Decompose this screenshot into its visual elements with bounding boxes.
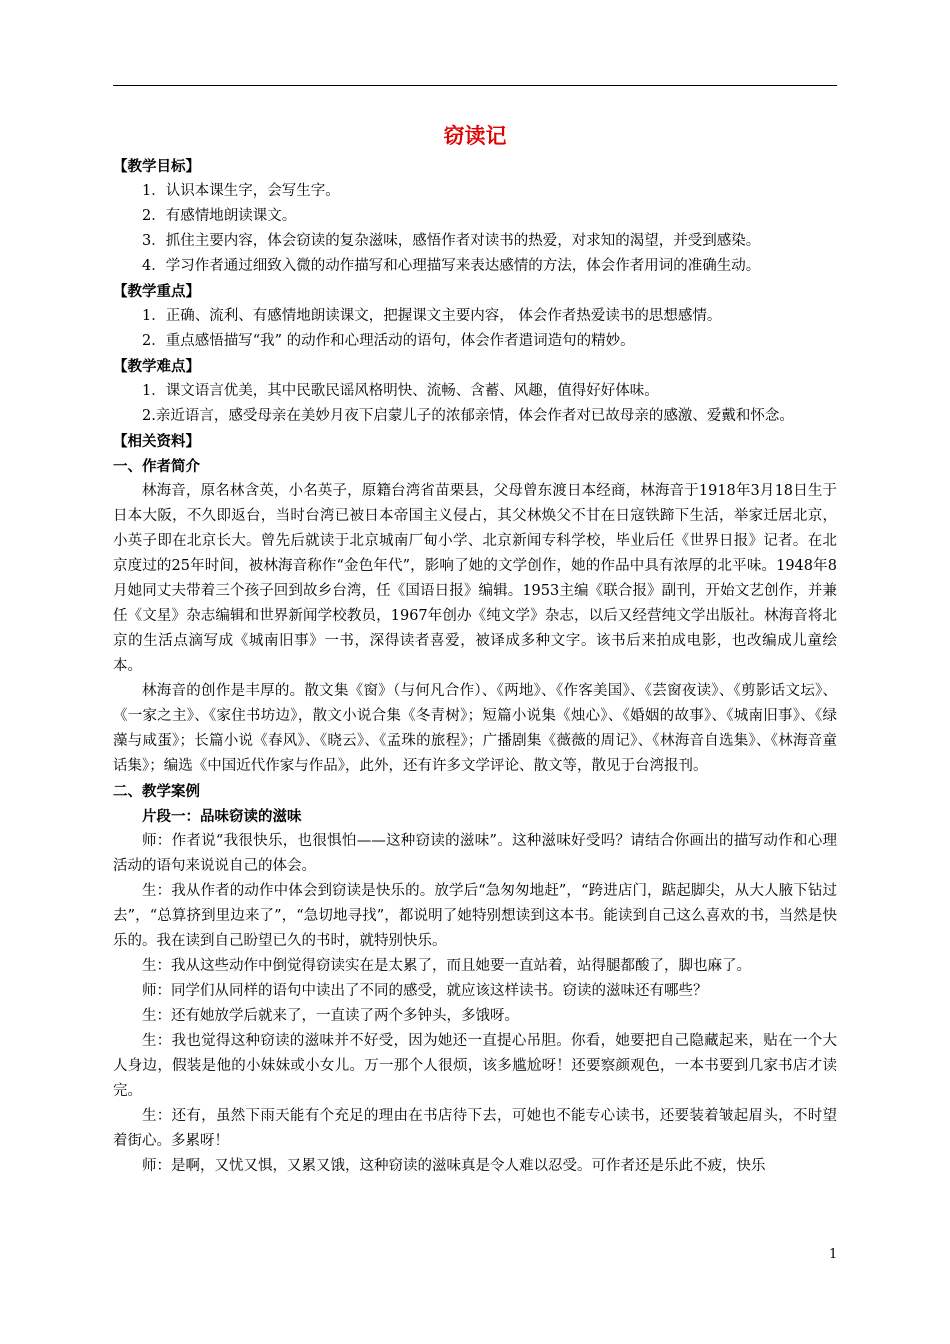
dialogue-paragraph: 生：我从这些动作中倒觉得窃读实在是太累了，而且她要一直站着，站得腿都酸了，脚也麻了。 [142, 958, 751, 974]
heading-key-points: 【教学重点】 [113, 283, 200, 300]
heading-materials: 【相关资料】 [113, 433, 200, 450]
difficult-point-item: 2.亲近语言，感受母亲在美妙月夜下启蒙儿子的浓郁亲情，体会作者对已故母亲的感激、爱戴和怀念。 [142, 408, 794, 424]
dialogue-paragraph: 生：我也觉得这种窃读的滋味并不好受，因为她还一直提心吊胆。你看，她要把自己隐藏起来，贴在一个大人身边，假装是他的小妹妹或小女儿。万一那个人很烦，该多尴尬呀！还要察颜观色，一本书要到几家书店才读完。 [113, 1033, 837, 1099]
header-rule [113, 85, 837, 86]
heading-author: 一、作者简介 [113, 458, 200, 475]
key-point-item: 1．正确、流利、有感情地朗读课文，把握课文主要内容， 体会作者热爱读书的思想感情。 [142, 308, 722, 324]
page-number: 1 [829, 1247, 838, 1262]
heading-difficult-points: 【教学难点】 [113, 358, 200, 375]
goal-item: 2．有感情地朗读课文。 [142, 208, 297, 224]
heading-goals: 【教学目标】 [113, 158, 200, 175]
dialogue-paragraph: 生：还有她放学后就来了，一直读了两个多钟头，多饿呀。 [142, 1008, 519, 1024]
dialogue-paragraph: 师：同学们从同样的语句中读出了不同的感受，就应该这样读书。窃读的滋味还有哪些？ [142, 983, 708, 999]
dialogue-paragraph: 师：是啊，又忧又惧，又累又饿，这种窃读的滋味真是令人难以忍受。可作者还是乐此不疲，快乐 [142, 1158, 766, 1174]
dialogue-paragraph: 师：作者说“我很快乐，也很惧怕——这种窃读的滋味”。这种滋味好受吗？请结合你画出的描写动作和心理活动的语句来说说自己的体会。 [113, 833, 837, 874]
document-body [113, 120, 837, 1179]
goal-item: 4．学习作者通过细致入微的动作描写和心理描写来表达感情的方法，体会作者用词的准确生动。 [142, 258, 761, 274]
goal-item: 3．抓住主要内容，体会窃读的复杂滋味，感悟作者对读书的热爱，对求知的渴望，并受到感染。 [142, 233, 761, 249]
author-paragraph: 林海音，原名林含英，小名英子，原籍台湾省苗栗县，父母曾东渡日本经商，林海音于1918年3月18日生于日本大阪，不久即返台，当时台湾已被日本帝国主义侵占，其父林焕父不甘在日寇铁蹄下生活，举家迁居北京，小英子即在北京长大。曾先后就读于北京城南厂甸小学、北京新闻专科学校，毕业后任《世界日报》记者。在北京度过的25年时间，被林海音称作“金色年代”，影响了她的文学创作，她的作品中具有浓厚的北平味。1948年8月她同丈夫带着三个孩子回到故乡台湾，任《国语日报》编辑。1953主编《联合报》副刊，开始文艺创作，并兼任《文星》杂志编辑和世界新闻学校教员，1967年创办《纯文学》杂志，以后又经营纯文学出版社。林海音将北京的生活点滴写成《城南旧事》一书，深得读者喜爱，被译成多种文字。该书后来拍成电影，也改编成儿童绘本。 [113, 483, 837, 674]
goal-item: 1．认识本课生字，会写生字。 [142, 183, 340, 199]
heading-segment-1: 片段一：品味窃读的滋味 [142, 808, 302, 825]
difficult-point-item: 1．课文语言优美，其中民歌民谣风格明快、流畅、含蓄、风趣，值得好好体味。 [142, 383, 659, 399]
author-paragraph: 林海音的创作是丰厚的。散文集《窗》（与何凡合作）、《两地》、《作客美国》、《芸窗夜读》、《剪影话文坛》、《一家之主》、《家住书坊边》，散文小说合集《冬青树》；短篇小说集《烛心》、《婚姻的故事》、《城南旧事》、《绿藻与咸蛋》；长篇小说《春风》、《晓云》、《孟珠的旅程》；广播剧集《薇薇的周记》、《林海音自选集》、《林海音童话集》；编选《中国近代作家与作品》，此外，还有许多文学评论、散文等，散见于台湾报刊。 [113, 683, 837, 774]
key-point-item: 2．重点感悟描写“我” 的动作和心理活动的语句，体会作者遣词造句的精妙。 [142, 333, 635, 349]
dialogue-paragraph: 生：我从作者的动作中体会到窃读是快乐的。放学后“急匆匆地赶”，“跨进店门，踮起脚尖，从大人腋下钻过去”，“总算挤到里边来了”，“急切地寻找”，都说明了她特别想读到这本书。能读到自己这么喜欢的书，当然是快乐的。我在读到自己盼望已久的书时，就特别快乐。 [113, 883, 837, 949]
heading-case: 二、教学案例 [113, 783, 200, 800]
page-title: 窃读记 [443, 123, 507, 148]
dialogue-paragraph: 生：还有，虽然下雨天能有个充足的理由在书店待下去，可她也不能专心读书，还要装着皱起眉头，不时望着街心。多累呀！ [113, 1108, 837, 1149]
